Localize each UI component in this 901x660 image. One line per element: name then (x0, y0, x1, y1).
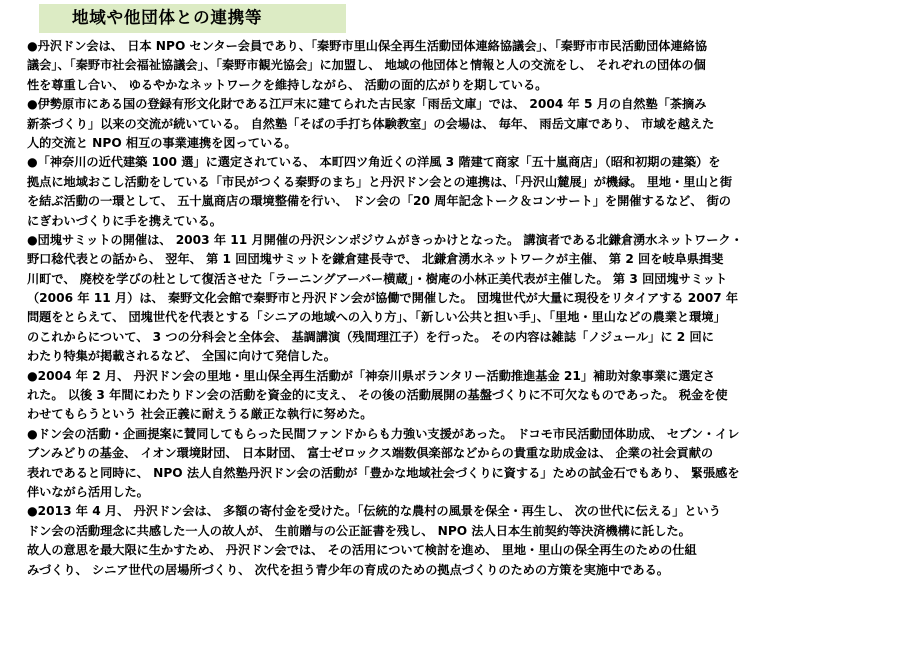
text-line: れた。 以後 3 年間にわたりドン会の活動を資金的に支え、 その後の活動展開の基盤づくりに不可欠なものであった。 税金を使 (27, 388, 728, 403)
text-line: （2006 年 11 月）は、 秦野文化会館で秦野市と丹沢ドン会が協働で開催した。 団塊世代が大量に現役をリタイアする 2007 年 (27, 291, 739, 306)
text-line: ブンみどりの基金、 イオン環境財団、 日本財団、 富士ゼロックス端数倶楽部などからの貴重な助成金は、 企業の社会貢献の (27, 446, 714, 461)
text-line: みづくり、 シニア世代の居場所づくり、 次代を担う青少年の育成のための拠点づくりのための方策を実施中である。 (27, 562, 669, 577)
text-line: ●伊勢原市にある国の登録有形文化財である江戸末に建てられた古民家「雨岳文庫」では、 2004 年 5 月の自然塾「茶摘み (27, 97, 707, 112)
text-line: 新茶づくり」以来の交流が続いている。 自然塾「そばの手打ち体験教室」の会場は、 毎年、 雨岳文庫であり、 市域を越えた (27, 116, 715, 131)
text-line: ●団塊サミットの開催は、 2003 年 11 月開催の丹沢シンポジウムがきっかけとなった。 講演者である北鎌倉湧水ネットワーク・ (27, 232, 743, 247)
text-line: ●「神奈川の近代建築 100 選」に選定されている、 本町四ツ角近くの洋風 3 階建て商家「五十嵐商店」（昭和初期の建築）を (27, 155, 721, 170)
text-line: 問題をとらえて、 団塊世代を代表とする「シニアの地域への入り方」、「新しい公共と担い手」、「里地・里山などの農業と環境」 (27, 310, 726, 325)
text-line: 伴いながら活用した。 (27, 484, 149, 499)
text-line: わせてもらうという 社会正義に耐えうる厳正な執行に努めた。 (27, 407, 373, 422)
text-line: にぎわいづくりに手を携えている。 (27, 213, 222, 228)
text-line: のこれからについて、 3 つの分科会と全体会、 基調講演（残間理江子）を行った。 その内容は雑誌「ノジュール」に 2 回に (27, 329, 714, 344)
text-line: 性を尊重し合い、 ゆるやかなネットワークを維持しながら、 活動の面的広がりを期している。 (27, 77, 548, 92)
text-line: ●2004 年 2 月、 丹沢ドン会の里地・里山保全再生活動が「神奈川県ボランタリー活動推進基金 21」補助対象事業に選定さ (27, 368, 715, 383)
text-line: 故人の意思を最大限に生かすため、 丹沢ドン会では、 その活用について検討を進め、 里地・里山の保全再生のための仕組 (27, 543, 697, 558)
text-line: ●2013 年 4 月、 丹沢ドン会は、 多額の寄付金を受けた。「伝統的な農村の風景を保全・再生し、 次の世代に伝える」という (27, 504, 721, 519)
text-line: 川町で、 廃校を学びの杜として復活させた「ラーニングアーバー横蔵」・樹庵の小林正美代表が主催した。 第 3 回団塊サミット (27, 271, 728, 286)
text-line: わたり特集が掲載されるなど、 全国に向けて発信した。 (27, 349, 336, 364)
text-line: 人的交流と NPO 相互の事業連携を図っている。 (27, 135, 297, 150)
text-line: を結ぶ活動の一環として、 五十嵐商店の環境整備を行い、 ドン会の「20 周年記念トーク＆コンサート」を開催するなど、 街の (27, 194, 731, 209)
text-line: ●丹沢ドン会は、 日本 NPO センター会員であり、「秦野市里山保全再生活動団体連絡協議会」、「秦野市市民活動団体連絡協 (27, 39, 708, 53)
text-line: ●ドン会の活動・企画提案に賛同してもらった民間ファンドからも力強い支援があった。 ドコモ市民活動団体助成、 セブン・イレ (27, 426, 740, 441)
section-heading: 地域や他団体との連携等 (72, 8, 263, 27)
body-text (27, 37, 893, 599)
text-line (27, 580, 893, 599)
text-line: 議会」、「秦野市社会福祉協議会」、「秦野市観光協会」に加盟し、 地域の他団体と情報と人の交流をし、 それぞれの団体の個 (27, 58, 706, 73)
text-line: 表れであると同時に、 NPO 法人自然塾丹沢ドン会の活動が「豊かな地域社会づくりに資する」ための試金石でもあり、 緊張感を (27, 465, 740, 480)
text-line: ドン会の活動理念に共感した一人の故人が、 生前贈与の公正証書を残し、 NPO 法人日本生前契約等決済機構に託した。 (27, 523, 691, 538)
text-line: 拠点に地域おこし活動をしている「市民がつくる秦野のまち」と丹沢ドン会との連携は、「丹沢山麓展」が機縁。 里地・里山と街 (27, 174, 733, 189)
text-line: 野口稔代表との話から、 翌年、 第 1 回団塊サミットを鎌倉建長寺で、 北鎌倉湧水ネットワークが主催、 第 2 回を岐阜県揖斐 (27, 252, 724, 267)
